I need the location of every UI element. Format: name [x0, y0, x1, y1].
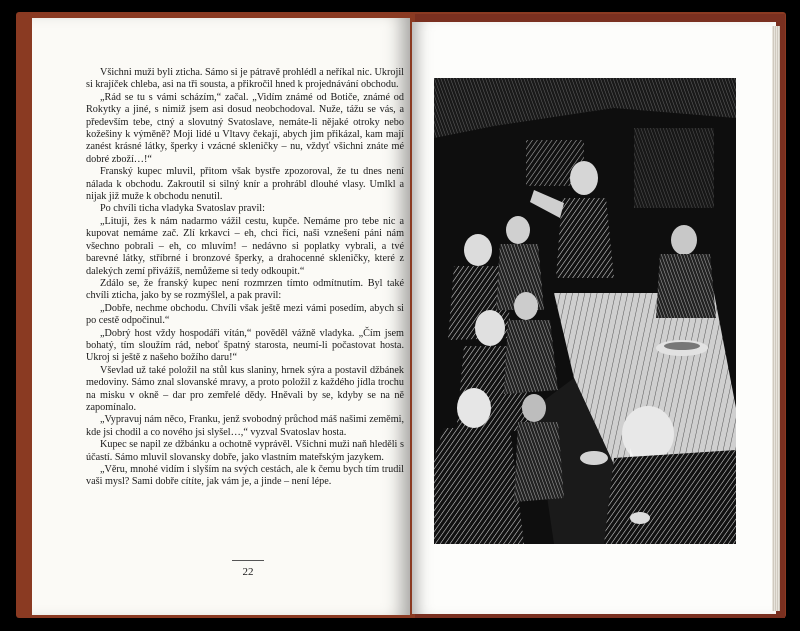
left-page-text: [86, 67, 404, 489]
paragraph: „Vypravuj nám něco, Franku, jenž svobodný průchod máš našimi zeměmi, kde jsi chodil a co nového jsi slyšel…,“ vyzval Svatoslav hosta.: [86, 414, 404, 438]
paragraph: Kupec se napil ze džbánku a ochotně vyprávěl. Všichni muži naň hleděli s účastí. Sámo mluvil slovansky dobře, jako vlastním mateřským jazykem.: [86, 439, 404, 463]
paragraph: „Rád se tu s vámi scházím,“ začal. „Vidím známé od Botiče, známé od Rokytky a jiné, s nimiž jsem asi dosud neobchodoval. Nuže, tážu se vás, a především tebe, ctný a slovutný Svatoslave, nemáte-li nějaké otroky nebo kožešiny k výměně? Moji lidé u Vltavy čekají, abych jim přikázal, kam mají zanést krásné látky, šperky i vzácné skleničky – nu, vždyť všichni znáte mé dobré zboží…!“: [86, 91, 404, 165]
paragraph: „Dobře, nechme obchodu. Chvíli však ještě mezi vámi posedím, abych si po cestě odpočinul.“: [86, 302, 404, 327]
illustration-drawing: [434, 78, 736, 544]
paragraph: „Dobrý host vždy hospodáři vítán,“ pověděl vážně vladyka. „Čím jsem bohatý, tím sloužím rád, neboť špatný starosta, neumí-li počastovat hosta. Ukroj si ještě z našeho božího daru!“: [86, 327, 404, 364]
paragraph: Vševlad už také položil na stůl kus slaniny, hrnek sýra a postavil džbánek medoviny. Sámo znal slovanské mravy, a proto položil z každého jídla trochu na misku v okně – dar pro zemřelé dědy. Hněvali by se, kdyby se na ně zapomínalo.: [86, 364, 404, 413]
page-edges: [772, 26, 780, 611]
paragraph: „Věru, mnohé vidím i slyším na svých cestách, ale k čemu bych tím trudil vaši mysl? Sami dobře cítíte, jak vám je, a jinde – není lépe.: [86, 464, 404, 488]
page-number: 22: [242, 566, 254, 578]
paragraph: „Lituji, žes k nám nadarmo vážil cestu, kupče. Nemáme pro tebe nic a kupovat nemáme zač. Zlí krkavci – eh, chci říci, naši vznešení páni nám všechno pobrali – eh, co mluvím! – nedávno si poplatky vybrali, a tvé barevné látky, stříbrné i bronzové šperky, a drahocenné skleničky, které z dalekých zemí přivážíš, nemůžeme si tedy odkoupit.“: [86, 215, 404, 277]
woodcut-feast-illustration: [434, 78, 736, 544]
paragraph: Všichni muži byli zticha. Sámo si je pátravě prohlédl a neříkal nic. Ukrojil si krajíček chleba, asi na tři sousta, a přikročil hned k projednávání obchodu.: [86, 67, 404, 91]
paragraph: Franský kupec mluvil, přitom však bystře zpozoroval, že tu dnes není nálada k obchodu. Zakroutil si silný knír a prohrábl dlouhé vlasy. Umlkl a nijak již muže k obchodu nenutil.: [86, 166, 404, 203]
paragraph: Po chvíli ticha vladyka Svatoslav pravil:: [100, 203, 265, 215]
page-number-rule: [232, 560, 264, 561]
paragraph: Zdálo se, že franský kupec není rozmrzen tímto odmítnutím. Byl také chvíli zticha, jako by se rozmýšlel, a pak pravil:: [86, 277, 404, 302]
